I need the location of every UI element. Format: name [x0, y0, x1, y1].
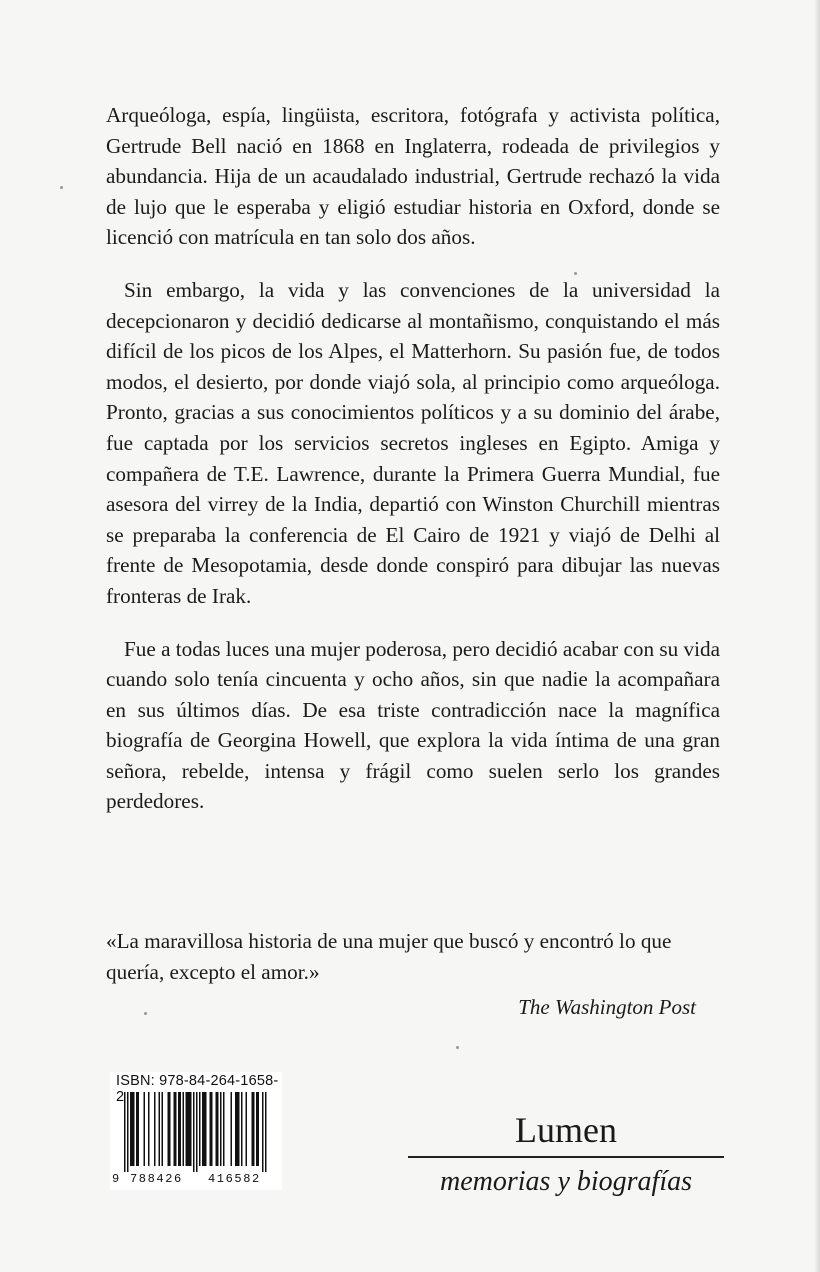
barcode-bar — [130, 1092, 132, 1166]
barcode-bar — [216, 1092, 218, 1166]
quote-source: The Washington Post — [518, 995, 696, 1019]
dust-speck — [60, 186, 63, 189]
dust-speck — [456, 1046, 459, 1049]
barcode-bar — [183, 1092, 185, 1166]
barcode-bar — [133, 1092, 135, 1166]
barcode-bar — [196, 1092, 198, 1172]
barcode-bar — [124, 1092, 126, 1172]
blurb-paragraph-3: Fue a todas luces una mujer poderosa, pero decidió acabar con su vida cuando solo tenía cincuenta y ocho años, sin que nadie la acompañara en sus últimos días. De esa triste contradicción nace la magnífica biografía de Georgina Howell, que explora la vida íntima de una gran señora, rebelde, intensa y frágil como suelen serlo los grandes perdedores. — [106, 636, 720, 814]
barcode-bar — [241, 1092, 243, 1166]
barcode-bar — [211, 1092, 213, 1166]
collection-name: memorias y biografías — [440, 1165, 692, 1197]
barcode-digits-right: 416582 — [208, 1172, 261, 1186]
barcode-bar — [127, 1092, 129, 1172]
barcode-bar — [138, 1092, 140, 1166]
barcode-bars — [110, 1092, 282, 1172]
barcode-bar — [186, 1092, 188, 1166]
blurb-paragraph-1: Arqueóloga, espía, lingüista, escritora, fotógrafa y activista política, Gertrude Bell nació en 1868 en Inglaterra, rodeada de privilegios y abundancia. Hija de un acaudalado industrial, Gertrude rechazó la vida de lujo que le esperaba y eligió estudiar historia en Oxford, donde se licenció con matrícula en tan solo dos años. — [106, 103, 720, 250]
barcode-digits-left: 788426 — [130, 1172, 183, 1186]
isbn-barcode — [110, 1072, 282, 1190]
barcode-bar — [210, 1092, 212, 1166]
barcode-bar — [190, 1092, 192, 1166]
barcode-bar — [238, 1092, 240, 1166]
barcode-bar — [223, 1092, 225, 1166]
barcode-bar — [189, 1092, 191, 1166]
barcode-bar — [148, 1092, 150, 1166]
barcode-bar — [187, 1092, 189, 1166]
barcode-bar — [193, 1092, 195, 1172]
barcode-bar — [202, 1092, 204, 1166]
book-blurb — [106, 100, 720, 839]
barcode-bar — [256, 1092, 258, 1166]
isbn-label: ISBN: 978-84-264-1658-2 — [116, 1073, 279, 1105]
barcode-bar — [159, 1092, 161, 1166]
barcode-bar — [136, 1092, 138, 1166]
barcode-bar — [237, 1092, 239, 1166]
barcode-bar — [231, 1092, 233, 1166]
barcode-bar — [180, 1092, 182, 1166]
barcode-bar — [252, 1092, 254, 1166]
barcode-bar — [204, 1092, 206, 1166]
imprint-divider — [408, 1156, 724, 1158]
barcode-bar — [174, 1092, 176, 1166]
barcode-bar — [144, 1092, 146, 1166]
barcode-bar — [253, 1092, 255, 1166]
blurb-paragraph-2: Sin embargo, la vida y las convenciones de la universidad la decepcionaron y decidió dedicarse al montañismo, conquistando el más difícil de los picos de los Alpes, el Matterhorn. Su pasión fue, de todos modos, el desierto, por donde viajó sola, al principio como arqueóloga. Pronto, gracias a sus conocimientos políticos y a su dominio del árabe, fue captada por los servicios secretos ingleses en Egipto. Amiga y compañera de T.E. Lawrence, durante la Primera Guerra Mundial, fue asesora del virrey de la India, departió con Winston Churchill mientras se preparaba la conferencia de El Cairo de 1921 y viajó de Delhi al frente de Mesopotamia, desde donde conspiró para dibujar las nuevas fronteras de Irak. — [106, 277, 720, 608]
barcode-bar — [154, 1092, 156, 1166]
barcode-digits — [110, 1172, 282, 1190]
barcode-bar — [168, 1092, 170, 1166]
barcode-bar — [169, 1092, 171, 1166]
barcode-bar — [262, 1092, 264, 1172]
barcode-bar — [205, 1092, 207, 1166]
dust-speck — [574, 272, 577, 275]
barcode-bar — [217, 1092, 219, 1166]
page-edge-shadow — [814, 0, 820, 1272]
barcode-bar — [162, 1092, 164, 1166]
press-quote: «La maravillosa historia de una mujer que buscó y encontró lo que quería, excepto el amor.» — [106, 929, 672, 984]
barcode-bar — [235, 1092, 237, 1166]
barcode-digit-first: 9 — [112, 1172, 120, 1186]
dust-speck — [144, 1012, 147, 1015]
barcode-bar — [220, 1092, 222, 1166]
barcode-bar — [199, 1092, 201, 1166]
barcode-bar — [175, 1092, 177, 1166]
barcode-bar — [246, 1092, 248, 1166]
barcode-bar — [132, 1092, 134, 1166]
barcode-bar — [265, 1092, 267, 1172]
barcode-bar — [178, 1092, 180, 1166]
barcode-bar — [258, 1092, 260, 1166]
publisher-imprint — [408, 1110, 724, 1198]
publisher-logo: Lumen — [515, 1110, 617, 1150]
